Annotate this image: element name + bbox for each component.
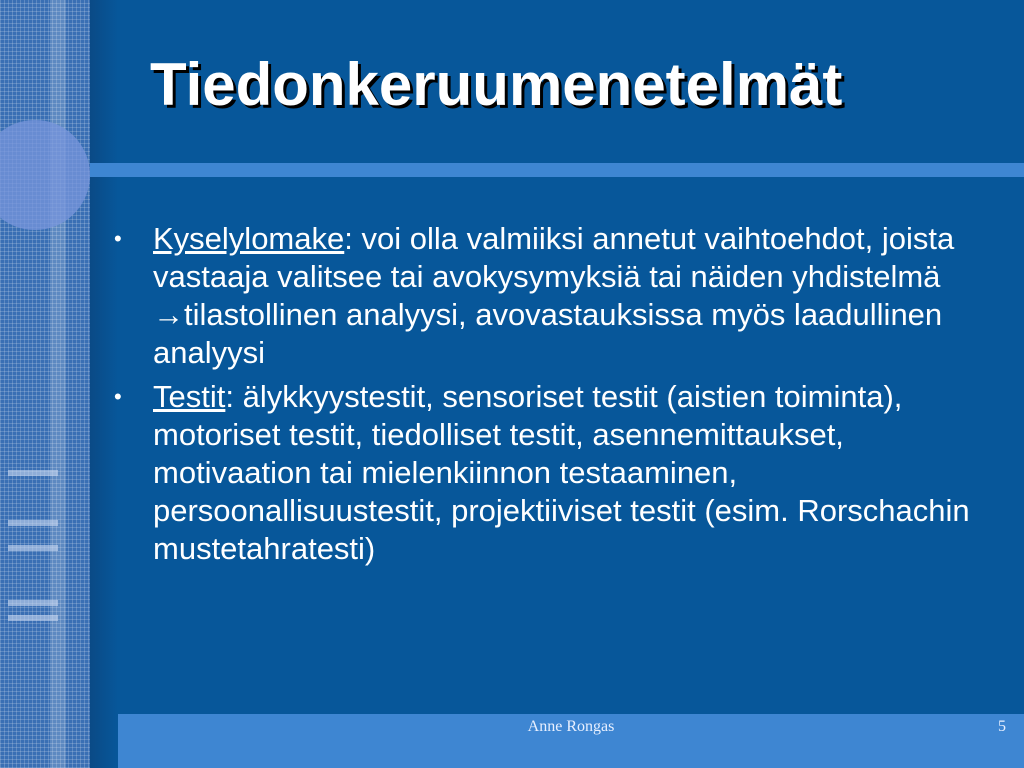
bullet-item-kyselylomake <box>110 220 1005 372</box>
decorative-stripe <box>50 0 66 768</box>
footer-author: Anne Rongas <box>527 718 615 735</box>
bullet-list <box>110 220 1005 574</box>
title-divider <box>90 163 1024 177</box>
bullet-item-testit <box>110 378 1005 568</box>
decorative-circle <box>0 120 90 230</box>
decorative-bar <box>8 545 58 551</box>
bullet-icon: • <box>114 226 122 251</box>
bullet-text-after-arrow: tilastollinen analyysi, avovastauksissa myös laadullinen analyysi <box>153 297 943 370</box>
slide-title: Tiedonkeruumenetelmät <box>150 51 843 118</box>
bullet-text: : voi olla valmiiksi annetut vaihtoehdot, joista vastaaja valitsee tai avokysymyksiä tai näiden yhdistelmä <box>153 221 955 294</box>
decorative-bar <box>8 600 58 606</box>
decorative-bar <box>8 520 58 526</box>
arrow-right-icon: → <box>153 297 184 332</box>
bullet-term: Kyselylomake <box>153 221 345 256</box>
bullet-icon: • <box>114 384 122 409</box>
decorative-bar <box>8 470 58 476</box>
decorative-bar <box>8 615 58 621</box>
bullet-text: : älykkyystestit, sensoriset testit (aistien toiminta), motoriset testit, tiedolliset testit, asennemittaukset, motivaation tai mielenkiinnon testaaminen, persoonallisuustestit, projektiiviset testit (esim. Rorschachin mustetahratesti) <box>153 379 970 566</box>
page-number: 5 <box>998 718 1006 735</box>
decorative-left-band <box>0 0 90 768</box>
footer-bar <box>118 714 1024 768</box>
bullet-term: Testit <box>153 379 226 414</box>
